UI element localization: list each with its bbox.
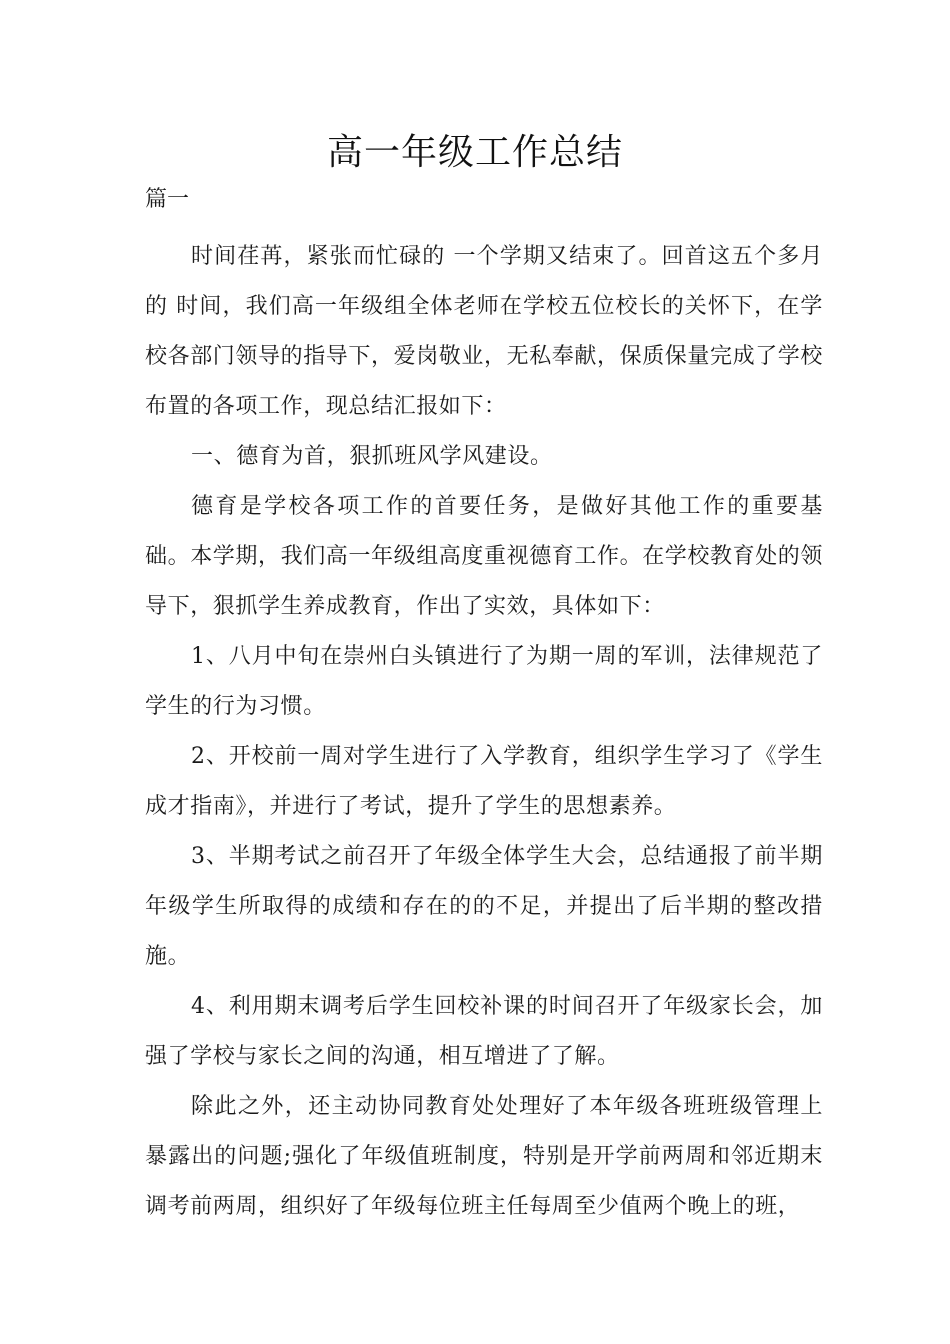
paragraph-additional: 除此之外，还主动协同教育处处理好了本年级各班班级管理上暴露出的问题;强化了年级值班制度，特别是开学前两周和邻近期末调考前两周，组织好了年级每位班主任每周至少值两个晚上的班， xyxy=(145,1094,823,1219)
paragraph-moral-education: 德育是学校各项工作的首要任务，是做好其他工作的重要基础。本学期，我们高一年级组高度重视德育工作。在学校教育处的领导下，狠抓学生养成教育，作出了实效，具体如下： xyxy=(145,494,824,619)
document-title: 高一年级工作总结 xyxy=(326,132,623,173)
section-label: 篇一 xyxy=(145,187,190,212)
paragraph-item-2: 2、开校前一周对学生进行了入学教育，组织学生学习了《学生成才指南》，并进行了考试，提升了学生的思想素养。 xyxy=(145,744,823,819)
paragraph-item-1: 1、八月中旬在崇州白头镇进行了为期一周的军训，法律规范了学生的行为习惯。 xyxy=(145,644,823,719)
paragraph-item-3: 3、半期考试之前召开了年级全体学生大会，总结通报了前半期年级学生所取得的成绩和存在的的不足，并提出了后半期的整改措施。 xyxy=(145,844,823,969)
document-body xyxy=(145,232,823,1232)
paragraph-heading-moral-education: 一、德育为首，狠抓班风学风建设。 xyxy=(191,444,553,469)
paragraph-intro: 时间荏苒，紧张而忙碌的 一个学期又结束了。回首这五个多月的 时间，我们高一年级组全体老师在学校五位校长的关怀下，在学校各部门领导的指导下，爱岗敬业，无私奉献，保质保量完成了学校布置的各项工作，现总结汇报如下： xyxy=(145,244,824,419)
paragraph-item-4: 4、利用期末调考后学生回校补课的时间召开了年级家长会，加强了学校与家长之间的沟通，相互增进了了解。 xyxy=(145,994,823,1069)
